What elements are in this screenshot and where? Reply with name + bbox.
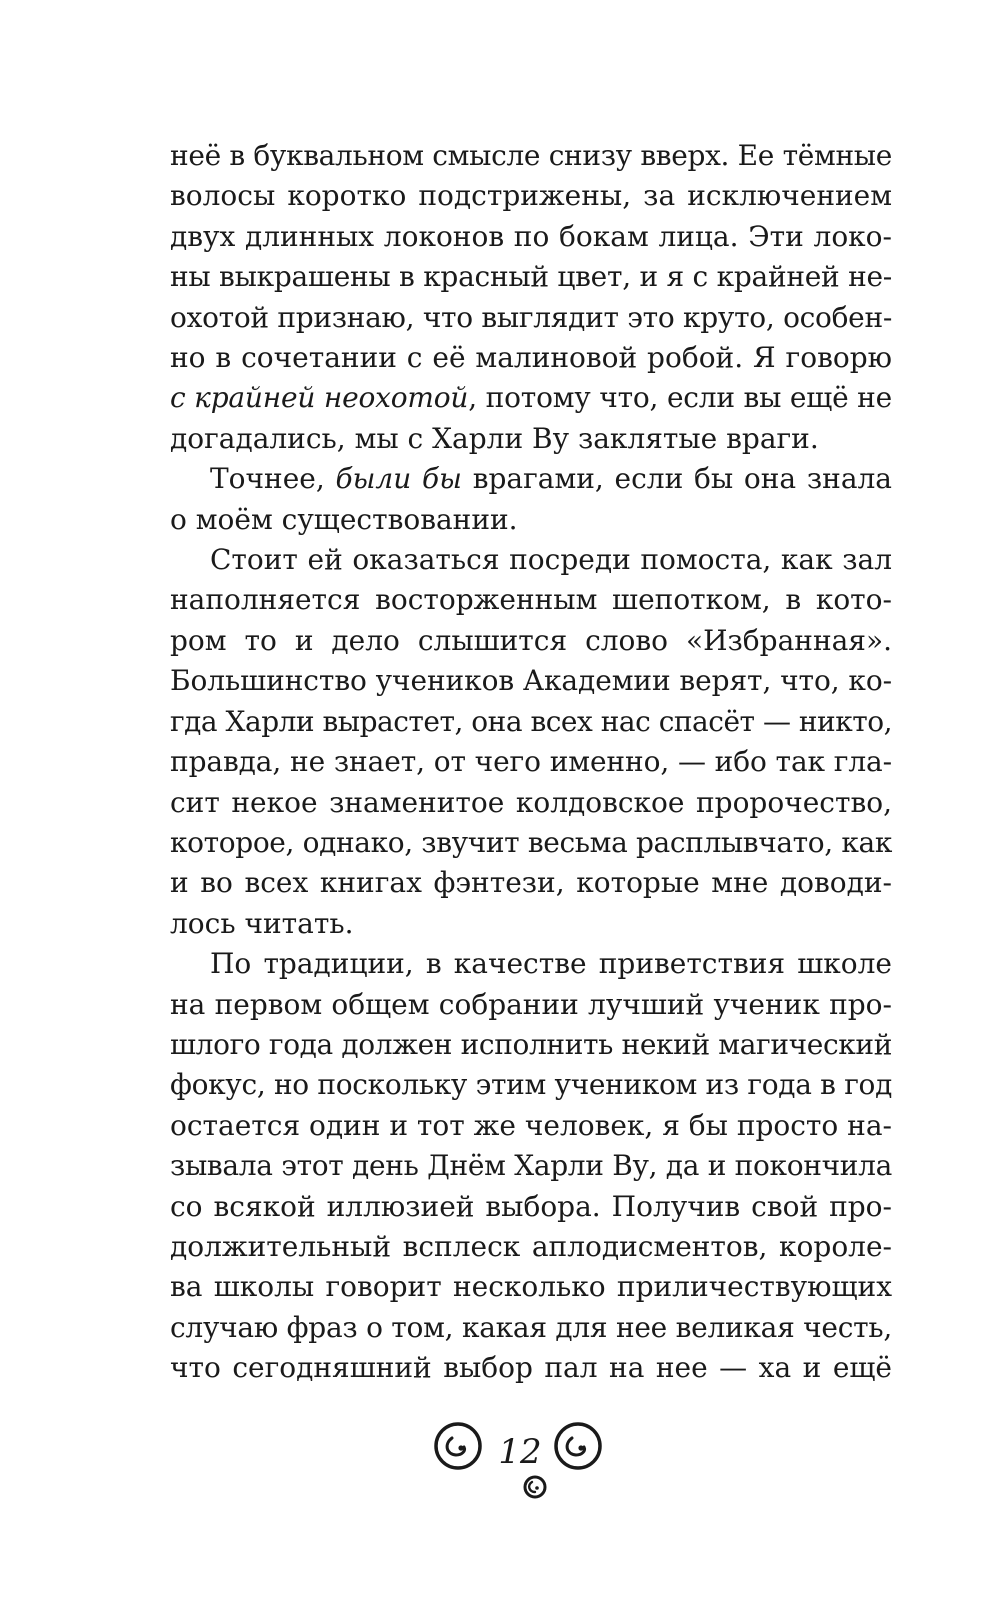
text-run: неё в буквальном смысле снизу вверх. Ее тёмные xyxy=(170,139,892,172)
text-run: лось читать. xyxy=(170,906,354,940)
text-line xyxy=(170,500,892,540)
text-run: случаю фраз о том, какая для нее великая честь, xyxy=(170,1310,892,1344)
text-run: фокус, но поскольку этим учеником из года в год xyxy=(170,1068,892,1102)
text-run: остается один и тот же человек, я бы просто на- xyxy=(170,1108,892,1142)
text-run: Точнее, xyxy=(210,462,336,496)
text-line xyxy=(170,661,892,701)
page-number: 12 xyxy=(498,1432,542,1472)
text-run: но в сочетании с её малиновой робой. Я говорю xyxy=(170,341,892,375)
text-line xyxy=(170,298,892,338)
text-line xyxy=(170,1025,892,1065)
text-line xyxy=(170,580,892,620)
text-run: и во всех книгах фэнтези, которые мне доводи- xyxy=(170,866,892,900)
text-run: двух длинных локонов по бокам лица. Эти локо- xyxy=(170,219,892,253)
book-page-body xyxy=(170,136,892,1406)
text-line xyxy=(170,1065,892,1105)
text-run: со всякой иллюзией выбора. Получив свой про- xyxy=(170,1189,892,1223)
text-run: правда, не знает, от чего именно, — ибо так гла- xyxy=(170,745,892,779)
text-line xyxy=(170,540,892,580)
paragraph xyxy=(170,459,892,540)
text-run: о моём существовании. xyxy=(170,502,518,536)
text-line xyxy=(170,1267,892,1307)
text-line xyxy=(170,378,892,418)
text-run: По традиции, в качестве приветствия школе xyxy=(210,947,892,981)
text-run: Стоит ей оказаться посреди помоста, как зал xyxy=(210,543,892,577)
text-line xyxy=(170,742,892,782)
text-line xyxy=(170,1348,892,1388)
text-line xyxy=(170,257,892,297)
text-line xyxy=(170,419,892,459)
text-line xyxy=(170,621,892,661)
text-line xyxy=(170,176,892,216)
text-line xyxy=(170,1308,892,1348)
text-line xyxy=(170,1106,892,1146)
text-run: шлого года должен исполнить некий магический xyxy=(170,1027,892,1061)
text-run: наполняется восторженным шепотком, в кото- xyxy=(170,583,892,617)
paragraph xyxy=(170,944,892,1388)
text-run: догадались, мы с Харли Ву заклятые враги. xyxy=(170,421,819,455)
text-line xyxy=(170,338,892,378)
text-run: должительный всплеск аплодисментов, короле- xyxy=(170,1229,892,1263)
text-run: волосы коротко подстрижены, за исключением xyxy=(170,179,892,213)
text-run: которое, однако, звучит весьма расплывчато, как xyxy=(170,825,892,859)
paragraph xyxy=(170,540,892,944)
right-swirl-ornament-icon xyxy=(550,1418,606,1474)
text-run: зывала этот день Днём Харли Ву, да и покончила xyxy=(170,1149,892,1183)
text-run: что сегодняшний выбор пал на нее — ха и ещё xyxy=(170,1351,892,1385)
text-run: врагами, если бы она знала xyxy=(461,462,892,496)
page-footer xyxy=(0,1418,1000,1528)
text-run: гда Харли вырастет, она всех нас спасёт — никто, xyxy=(170,704,892,738)
text-line xyxy=(170,944,892,984)
italic-text-run: были бы xyxy=(335,462,462,496)
text-line xyxy=(170,863,892,903)
text-line xyxy=(170,823,892,863)
text-line xyxy=(170,217,892,257)
bottom-swirl-ornament-icon xyxy=(520,1472,550,1502)
italic-text-run: с крайней неохотой xyxy=(170,381,469,415)
text-run: сит некое знаменитое колдовское пророчество, xyxy=(170,785,892,819)
text-line xyxy=(170,783,892,823)
paragraph xyxy=(170,136,892,459)
text-run: ром то и дело слышится слово «Избранная». xyxy=(170,623,892,657)
text-run: на первом общем собрании лучший ученик про- xyxy=(170,987,892,1021)
text-run: ва школы говорит несколько приличествующих xyxy=(170,1270,892,1304)
text-line xyxy=(170,459,892,499)
text-line xyxy=(170,985,892,1025)
text-run: Большинство учеников Академии верят, что, ко- xyxy=(170,664,892,698)
text-run: ны выкрашены в красный цвет, и я с крайней не- xyxy=(170,260,892,294)
text-line xyxy=(170,1227,892,1267)
text-line xyxy=(170,136,892,176)
text-line xyxy=(170,702,892,742)
text-line xyxy=(170,904,892,944)
text-line xyxy=(170,1187,892,1227)
text-line xyxy=(170,1146,892,1186)
text-run: охотой признаю, что выглядит это круто, особен- xyxy=(170,300,892,334)
text-run: , потому что, если вы ещё не xyxy=(468,381,892,415)
